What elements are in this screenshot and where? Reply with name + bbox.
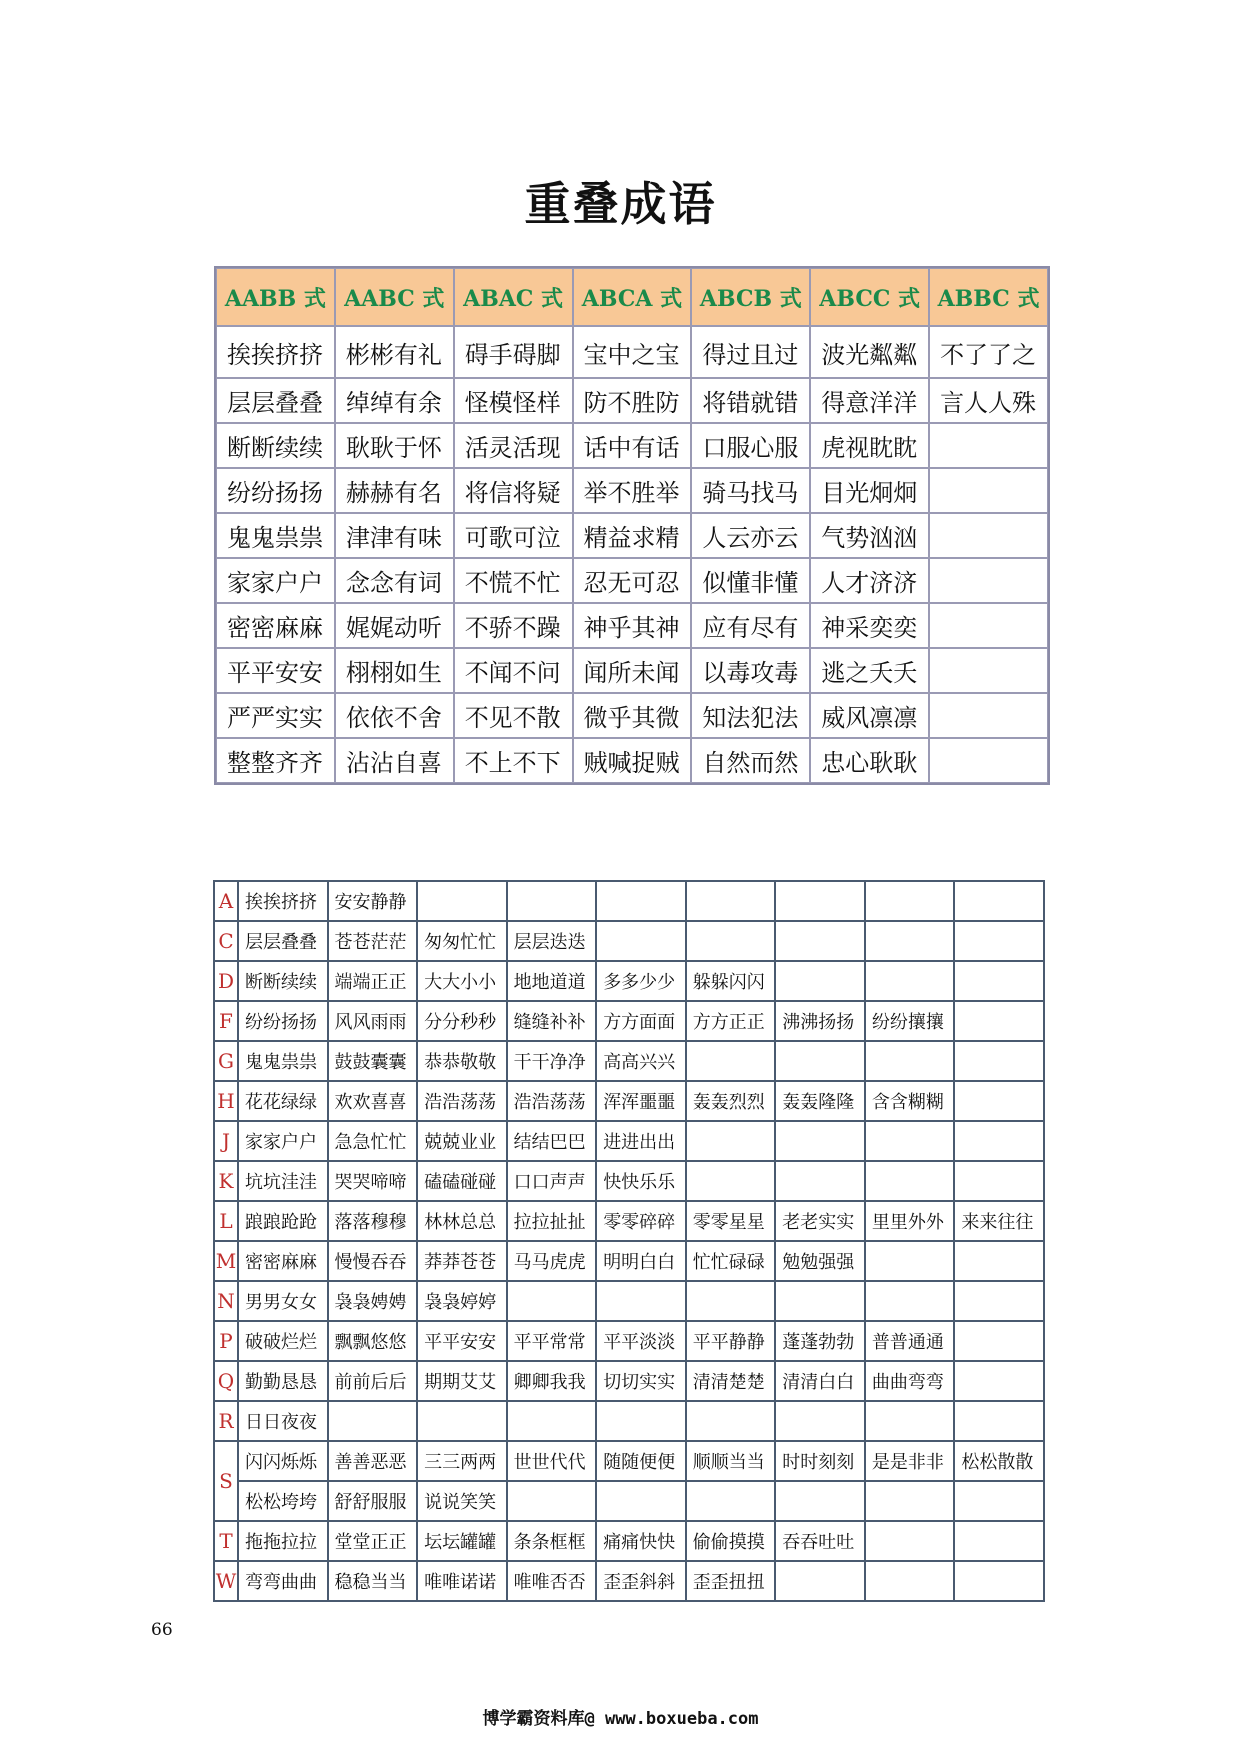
idiom-cell: 可歌可泣 xyxy=(454,513,573,558)
idiom-cell xyxy=(954,1161,1044,1201)
idiom-cell xyxy=(686,1041,776,1081)
table-row xyxy=(216,648,1048,693)
idiom-cell: 世世代代 xyxy=(507,1441,597,1481)
idiom-cell: 进进出出 xyxy=(596,1121,686,1161)
idiom-cell: 是是非非 xyxy=(865,1441,955,1481)
idiom-cell: 津津有味 xyxy=(335,513,454,558)
idiom-cell: 地地道道 xyxy=(507,961,597,1001)
idiom-cell: 不上不下 xyxy=(454,738,573,783)
idiom-cell: 日日夜夜 xyxy=(238,1401,328,1441)
idiom-cell xyxy=(775,1161,865,1201)
idiom-cell: 骑马找马 xyxy=(691,468,810,513)
index-letter: Q xyxy=(214,1361,238,1401)
idiom-cell: 平平静静 xyxy=(686,1321,776,1361)
idiom-cell: 随随便便 xyxy=(596,1441,686,1481)
idiom-cell: 忙忙碌碌 xyxy=(686,1241,776,1281)
idiom-cell: 唯唯否否 xyxy=(507,1561,597,1601)
idiom-cell: 沾沾自喜 xyxy=(335,738,454,783)
idiom-cell xyxy=(865,1481,955,1521)
idiom-cell: 耿耿于怀 xyxy=(335,423,454,468)
idiom-cell: 破破烂烂 xyxy=(238,1321,328,1361)
idiom-cell: 栩栩如生 xyxy=(335,648,454,693)
pattern-header: ABBC 式 xyxy=(929,268,1048,326)
idiom-cell: 方方正正 xyxy=(686,1001,776,1041)
idiom-cell xyxy=(686,1401,776,1441)
idiom-cell: 应有尽有 xyxy=(691,603,810,648)
idiom-cell: 三三两两 xyxy=(417,1441,507,1481)
idiom-cell xyxy=(507,1481,597,1521)
idiom-cell: 松松垮垮 xyxy=(238,1481,328,1521)
idiom-cell: 兢兢业业 xyxy=(417,1121,507,1161)
idiom-cell: 结结巴巴 xyxy=(507,1121,597,1161)
idiom-cell: 弯弯曲曲 xyxy=(238,1561,328,1601)
idiom-cell: 彬彬有礼 xyxy=(335,326,454,378)
idiom-cell: 缝缝补补 xyxy=(507,1001,597,1041)
idiom-cell: 怪模怪样 xyxy=(454,378,573,423)
idiom-cell: 期期艾艾 xyxy=(417,1361,507,1401)
table-row xyxy=(214,881,1044,921)
idiom-cell: 忍无可忍 xyxy=(573,558,692,603)
idiom-cell xyxy=(954,1401,1044,1441)
table-row xyxy=(214,1081,1044,1121)
idiom-cell xyxy=(954,1241,1044,1281)
idiom-cell: 纷纷扬扬 xyxy=(216,468,335,513)
idiom-cell: 精益求精 xyxy=(573,513,692,558)
idiom-cell: 忠心耿耿 xyxy=(810,738,929,783)
idiom-cell xyxy=(775,1041,865,1081)
index-letter: A xyxy=(214,881,238,921)
idiom-cell: 不骄不躁 xyxy=(454,603,573,648)
idiom-cell: 安安静静 xyxy=(328,881,418,921)
idiom-cell: 不了了之 xyxy=(929,326,1048,378)
index-letter: L xyxy=(214,1201,238,1241)
idiom-cell xyxy=(596,1281,686,1321)
idiom-cell: 拉拉扯扯 xyxy=(507,1201,597,1241)
idiom-cell xyxy=(686,1121,776,1161)
idiom-cell: 袅袅婷婷 xyxy=(417,1281,507,1321)
table-row xyxy=(216,603,1048,648)
idiom-cell: 男男女女 xyxy=(238,1281,328,1321)
idiom-cell: 沸沸扬扬 xyxy=(775,1001,865,1041)
idiom-cell: 贼喊捉贼 xyxy=(573,738,692,783)
idiom-cell xyxy=(954,1041,1044,1081)
idiom-cell: 气势汹汹 xyxy=(810,513,929,558)
idiom-cell: 话中有话 xyxy=(573,423,692,468)
table-row xyxy=(214,1481,1044,1521)
idiom-cell xyxy=(954,1521,1044,1561)
table-row xyxy=(214,1281,1044,1321)
idiom-cell xyxy=(865,961,955,1001)
table-row xyxy=(214,1121,1044,1161)
idiom-cell xyxy=(865,1401,955,1441)
table-row xyxy=(216,378,1048,423)
idiom-cell: 密密麻麻 xyxy=(238,1241,328,1281)
idiom-cell xyxy=(929,603,1048,648)
index-letter: T xyxy=(214,1521,238,1561)
idiom-cell: 人云亦云 xyxy=(691,513,810,558)
idiom-cell: 勉勉强强 xyxy=(775,1241,865,1281)
table-row xyxy=(214,921,1044,961)
index-letter: C xyxy=(214,921,238,961)
idiom-cell: 来来往往 xyxy=(954,1201,1044,1241)
idiom-cell: 威风凛凛 xyxy=(810,693,929,738)
idiom-cell: 浩浩荡荡 xyxy=(507,1081,597,1121)
footer-watermark: 博学霸资料库@ www.boxueba.com xyxy=(482,1709,759,1729)
page-number: 66 xyxy=(151,1620,173,1640)
idiom-cell xyxy=(865,1281,955,1321)
idiom-cell: 清清白白 xyxy=(775,1361,865,1401)
idiom-cell: 善善恶恶 xyxy=(328,1441,418,1481)
idiom-cell: 平平常常 xyxy=(507,1321,597,1361)
idiom-cell xyxy=(686,921,776,961)
idiom-cell xyxy=(954,1001,1044,1041)
idiom-cell: 急急忙忙 xyxy=(328,1121,418,1161)
idiom-cell: 不闻不问 xyxy=(454,648,573,693)
idiom-cell: 高高兴兴 xyxy=(596,1041,686,1081)
idiom-cell: 挨挨挤挤 xyxy=(238,881,328,921)
idiom-cell xyxy=(686,1281,776,1321)
pattern-header: ABAC 式 xyxy=(454,268,573,326)
idiom-cell xyxy=(596,1401,686,1441)
idiom-cell: 言人人殊 xyxy=(929,378,1048,423)
idiom-cell: 家家户户 xyxy=(216,558,335,603)
idiom-cell: 恭恭敬敬 xyxy=(417,1041,507,1081)
idiom-cell xyxy=(929,423,1048,468)
index-letter: H xyxy=(214,1081,238,1121)
table-row xyxy=(214,961,1044,1001)
idiom-cell: 赫赫有名 xyxy=(335,468,454,513)
idiom-cell: 勤勤恳恳 xyxy=(238,1361,328,1401)
idiom-cell xyxy=(929,468,1048,513)
idiom-cell xyxy=(865,1161,955,1201)
idiom-cell: 神乎其神 xyxy=(573,603,692,648)
table-row xyxy=(216,326,1048,378)
idiom-cell: 多多少少 xyxy=(596,961,686,1001)
pattern-header: ABCB 式 xyxy=(691,268,810,326)
idiom-cell: 目光炯炯 xyxy=(810,468,929,513)
idiom-cell xyxy=(328,1401,418,1441)
idiom-cell: 微乎其微 xyxy=(573,693,692,738)
idiom-cell: 零零星星 xyxy=(686,1201,776,1241)
idiom-cell: 得意洋洋 xyxy=(810,378,929,423)
idiom-cell xyxy=(686,881,776,921)
idiom-cell xyxy=(929,513,1048,558)
idiom-cell xyxy=(417,881,507,921)
idiom-cell: 举不胜举 xyxy=(573,468,692,513)
idiom-cell: 平平安安 xyxy=(417,1321,507,1361)
idiom-cell xyxy=(954,921,1044,961)
idiom-cell: 鬼鬼祟祟 xyxy=(216,513,335,558)
index-letter: G xyxy=(214,1041,238,1081)
idiom-cell xyxy=(596,921,686,961)
idiom-cell: 人才济济 xyxy=(810,558,929,603)
index-letter: F xyxy=(214,1001,238,1041)
idiom-cell xyxy=(775,961,865,1001)
pattern-header: ABCC 式 xyxy=(810,268,929,326)
idiom-cell: 不见不散 xyxy=(454,693,573,738)
idiom-cell: 轰轰隆隆 xyxy=(775,1081,865,1121)
idiom-cell: 歪歪扭扭 xyxy=(686,1561,776,1601)
idiom-pattern-table xyxy=(214,266,1050,785)
idiom-cell xyxy=(954,1561,1044,1601)
idiom-cell xyxy=(507,1401,597,1441)
idiom-cell xyxy=(865,881,955,921)
idiom-cell: 念念有词 xyxy=(335,558,454,603)
idiom-cell: 飘飘悠悠 xyxy=(328,1321,418,1361)
index-letter: P xyxy=(214,1321,238,1361)
idiom-cell: 曲曲弯弯 xyxy=(865,1361,955,1401)
idiom-cell: 匆匆忙忙 xyxy=(417,921,507,961)
idiom-cell: 严严实实 xyxy=(216,693,335,738)
idiom-cell: 娓娓动听 xyxy=(335,603,454,648)
idiom-cell: 欢欢喜喜 xyxy=(328,1081,418,1121)
idiom-cell: 端端正正 xyxy=(328,961,418,1001)
table-row xyxy=(214,1041,1044,1081)
idiom-cell xyxy=(775,1121,865,1161)
table-row xyxy=(214,1361,1044,1401)
index-letter: K xyxy=(214,1161,238,1201)
table-row xyxy=(214,1521,1044,1561)
idiom-cell: 躲躲闪闪 xyxy=(686,961,776,1001)
table-row xyxy=(214,1441,1044,1481)
idiom-cell: 断断续续 xyxy=(238,961,328,1001)
idiom-cell xyxy=(954,1321,1044,1361)
idiom-cell: 得过且过 xyxy=(691,326,810,378)
idiom-cell: 唯唯诺诺 xyxy=(417,1561,507,1601)
idiom-cell: 磕磕碰碰 xyxy=(417,1161,507,1201)
table-row xyxy=(214,1561,1044,1601)
index-letter: S xyxy=(214,1441,238,1521)
idiom-cell: 舒舒服服 xyxy=(328,1481,418,1521)
alphabet-idiom-table xyxy=(213,880,1045,1602)
idiom-cell xyxy=(417,1401,507,1441)
idiom-cell: 清清楚楚 xyxy=(686,1361,776,1401)
idiom-cell xyxy=(954,961,1044,1001)
idiom-cell: 家家户户 xyxy=(238,1121,328,1161)
index-letter: M xyxy=(214,1241,238,1281)
idiom-cell: 挨挨挤挤 xyxy=(216,326,335,378)
table-row xyxy=(216,558,1048,603)
idiom-cell xyxy=(775,1401,865,1441)
idiom-cell: 蓬蓬勃勃 xyxy=(775,1321,865,1361)
idiom-cell xyxy=(865,1521,955,1561)
idiom-cell: 碍手碍脚 xyxy=(454,326,573,378)
idiom-cell: 活灵活现 xyxy=(454,423,573,468)
idiom-cell: 普普通通 xyxy=(865,1321,955,1361)
idiom-cell: 零零碎碎 xyxy=(596,1201,686,1241)
idiom-cell: 前前后后 xyxy=(328,1361,418,1401)
idiom-cell: 切切实实 xyxy=(596,1361,686,1401)
idiom-cell xyxy=(954,1121,1044,1161)
idiom-cell xyxy=(954,1281,1044,1321)
idiom-cell xyxy=(929,648,1048,693)
table-row xyxy=(214,1321,1044,1361)
idiom-cell: 绰绰有余 xyxy=(335,378,454,423)
pattern-header: AABB 式 xyxy=(216,268,335,326)
idiom-cell: 口口声声 xyxy=(507,1161,597,1201)
idiom-cell: 浑浑噩噩 xyxy=(596,1081,686,1121)
idiom-cell xyxy=(596,881,686,921)
table-row xyxy=(214,1161,1044,1201)
table-row xyxy=(216,468,1048,513)
idiom-cell: 整整齐齐 xyxy=(216,738,335,783)
table-row xyxy=(216,513,1048,558)
idiom-cell: 堂堂正正 xyxy=(328,1521,418,1561)
idiom-cell: 鼓鼓囊囊 xyxy=(328,1041,418,1081)
idiom-cell: 闻所未闻 xyxy=(573,648,692,693)
idiom-cell: 防不胜防 xyxy=(573,378,692,423)
idiom-cell: 拖拖拉拉 xyxy=(238,1521,328,1561)
idiom-cell: 花花绿绿 xyxy=(238,1081,328,1121)
pattern-header: AABC 式 xyxy=(335,268,454,326)
idiom-cell xyxy=(929,693,1048,738)
idiom-cell xyxy=(775,881,865,921)
idiom-cell: 平平淡淡 xyxy=(596,1321,686,1361)
idiom-cell: 鬼鬼祟祟 xyxy=(238,1041,328,1081)
index-letter: R xyxy=(214,1401,238,1441)
idiom-cell: 平平安安 xyxy=(216,648,335,693)
idiom-cell xyxy=(775,1481,865,1521)
idiom-cell: 吞吞吐吐 xyxy=(775,1521,865,1561)
idiom-cell: 莽莽苍苍 xyxy=(417,1241,507,1281)
table-row xyxy=(216,738,1048,783)
idiom-cell: 说说笑笑 xyxy=(417,1481,507,1521)
idiom-cell: 痛痛快快 xyxy=(596,1521,686,1561)
idiom-cell: 大大小小 xyxy=(417,961,507,1001)
idiom-cell: 马马虎虎 xyxy=(507,1241,597,1281)
idiom-cell: 似懂非懂 xyxy=(691,558,810,603)
idiom-cell xyxy=(954,1481,1044,1521)
table-row xyxy=(216,423,1048,468)
idiom-cell: 稳稳当当 xyxy=(328,1561,418,1601)
idiom-cell: 知法犯法 xyxy=(691,693,810,738)
index-letter: D xyxy=(214,961,238,1001)
idiom-cell: 分分秒秒 xyxy=(417,1001,507,1041)
idiom-cell: 依依不舍 xyxy=(335,693,454,738)
pattern-header: ABCA 式 xyxy=(573,268,692,326)
idiom-cell: 纷纷扬扬 xyxy=(238,1001,328,1041)
idiom-cell: 断断续续 xyxy=(216,423,335,468)
idiom-cell: 虎视眈眈 xyxy=(810,423,929,468)
idiom-cell: 苍苍茫茫 xyxy=(328,921,418,961)
idiom-cell: 波光粼粼 xyxy=(810,326,929,378)
idiom-cell xyxy=(865,1241,955,1281)
idiom-cell: 浩浩荡荡 xyxy=(417,1081,507,1121)
idiom-cell: 口服心服 xyxy=(691,423,810,468)
idiom-cell: 风风雨雨 xyxy=(328,1001,418,1041)
idiom-cell: 林林总总 xyxy=(417,1201,507,1241)
idiom-cell xyxy=(507,881,597,921)
table-row xyxy=(214,1241,1044,1281)
idiom-cell: 慢慢吞吞 xyxy=(328,1241,418,1281)
idiom-cell xyxy=(686,1481,776,1521)
index-letter: J xyxy=(214,1121,238,1161)
idiom-cell: 闪闪烁烁 xyxy=(238,1441,328,1481)
idiom-cell xyxy=(686,1161,776,1201)
idiom-cell xyxy=(865,1041,955,1081)
table-row xyxy=(214,1201,1044,1241)
idiom-cell xyxy=(865,1561,955,1601)
idiom-cell: 哭哭啼啼 xyxy=(328,1161,418,1201)
table-row xyxy=(216,693,1048,738)
idiom-cell: 将信将疑 xyxy=(454,468,573,513)
idiom-cell xyxy=(596,1481,686,1521)
idiom-cell: 层层叠叠 xyxy=(216,378,335,423)
idiom-cell: 以毒攻毒 xyxy=(691,648,810,693)
idiom-cell xyxy=(775,1561,865,1601)
index-letter: W xyxy=(214,1561,238,1601)
idiom-cell: 顺顺当当 xyxy=(686,1441,776,1481)
idiom-cell xyxy=(507,1281,597,1321)
idiom-cell xyxy=(929,558,1048,603)
idiom-cell xyxy=(954,1081,1044,1121)
idiom-cell xyxy=(954,1361,1044,1401)
idiom-cell: 层层叠叠 xyxy=(238,921,328,961)
idiom-cell: 方方面面 xyxy=(596,1001,686,1041)
idiom-cell: 层层迭迭 xyxy=(507,921,597,961)
table-row xyxy=(214,1401,1044,1441)
idiom-cell: 不慌不忙 xyxy=(454,558,573,603)
page-title: 重叠成语 xyxy=(524,177,717,231)
idiom-cell xyxy=(954,881,1044,921)
index-letter: N xyxy=(214,1281,238,1321)
idiom-cell xyxy=(929,738,1048,783)
pattern-header-row xyxy=(216,268,1048,326)
idiom-cell: 偷偷摸摸 xyxy=(686,1521,776,1561)
idiom-cell: 密密麻麻 xyxy=(216,603,335,648)
idiom-cell: 逃之夭夭 xyxy=(810,648,929,693)
idiom-cell: 卿卿我我 xyxy=(507,1361,597,1401)
idiom-cell: 纷纷攘攘 xyxy=(865,1001,955,1041)
idiom-cell: 踉踉跄跄 xyxy=(238,1201,328,1241)
idiom-cell xyxy=(775,1281,865,1321)
idiom-cell: 轰轰烈烈 xyxy=(686,1081,776,1121)
idiom-cell: 落落穆穆 xyxy=(328,1201,418,1241)
table-row xyxy=(214,1001,1044,1041)
idiom-cell: 明明白白 xyxy=(596,1241,686,1281)
idiom-cell: 松松散散 xyxy=(954,1441,1044,1481)
idiom-cell: 快快乐乐 xyxy=(596,1161,686,1201)
idiom-cell: 时时刻刻 xyxy=(775,1441,865,1481)
idiom-cell: 歪歪斜斜 xyxy=(596,1561,686,1601)
idiom-cell xyxy=(865,921,955,961)
idiom-cell: 老老实实 xyxy=(775,1201,865,1241)
idiom-cell: 将错就错 xyxy=(691,378,810,423)
idiom-cell xyxy=(775,921,865,961)
idiom-cell: 神采奕奕 xyxy=(810,603,929,648)
idiom-cell: 含含糊糊 xyxy=(865,1081,955,1121)
idiom-cell: 条条框框 xyxy=(507,1521,597,1561)
idiom-cell: 干干净净 xyxy=(507,1041,597,1081)
idiom-cell: 里里外外 xyxy=(865,1201,955,1241)
idiom-cell: 自然而然 xyxy=(691,738,810,783)
idiom-cell xyxy=(865,1121,955,1161)
idiom-cell: 宝中之宝 xyxy=(573,326,692,378)
idiom-cell: 坑坑洼洼 xyxy=(238,1161,328,1201)
idiom-cell: 坛坛罐罐 xyxy=(417,1521,507,1561)
idiom-cell: 袅袅娉娉 xyxy=(328,1281,418,1321)
